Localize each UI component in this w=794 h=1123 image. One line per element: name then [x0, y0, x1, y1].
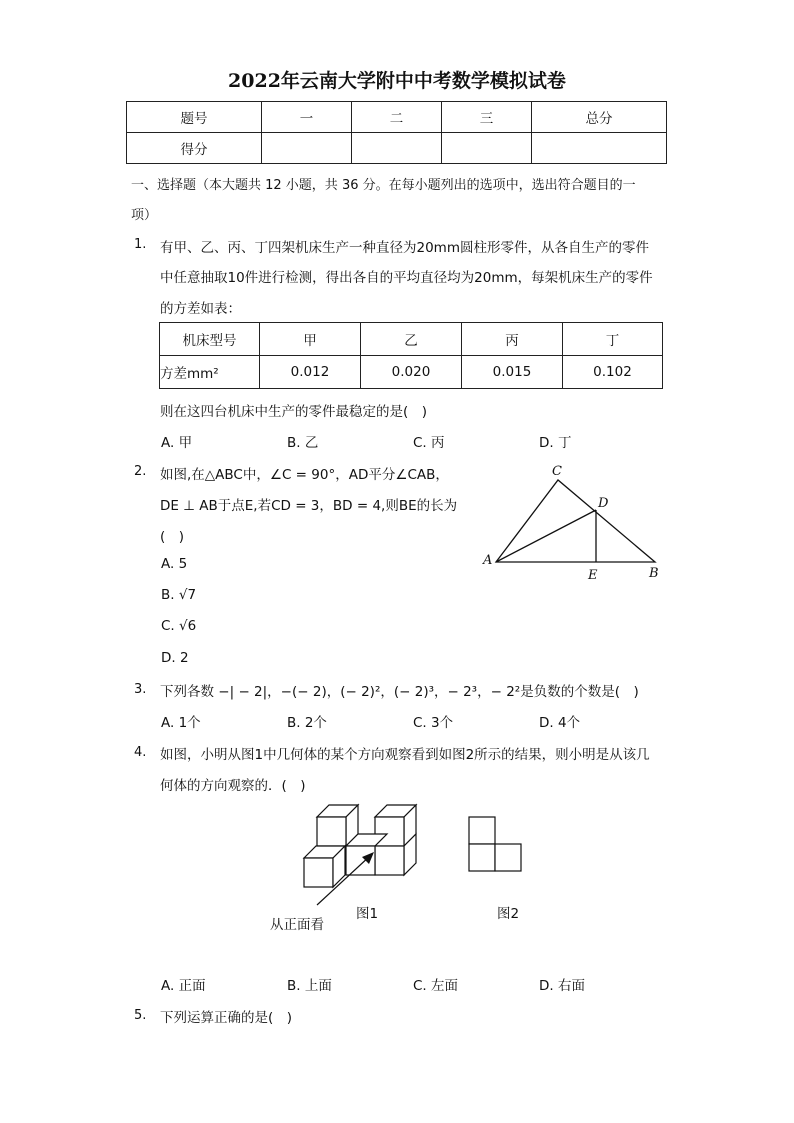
variance-header-cell: 丙 — [462, 323, 563, 356]
variance-cell: 0.020 — [361, 356, 462, 389]
score-cell[interactable] — [442, 133, 532, 164]
square-bottom-left — [469, 844, 495, 871]
option-d[interactable]: D. 2 — [161, 650, 189, 666]
option-c[interactable]: C. 丙 — [413, 435, 445, 451]
option-d[interactable]: D. 丁 — [539, 435, 572, 451]
variance-header-cell: 乙 — [361, 323, 462, 356]
score-cell[interactable] — [532, 133, 667, 164]
option-c[interactable]: C. 3个 — [413, 715, 454, 731]
vertex-label-e: E — [588, 568, 598, 583]
option-a[interactable]: A. 1个 — [161, 715, 201, 731]
question-text: 下列各数 −| − 2|，−(− 2)，(− 2)²，(− 2)³，− 2³，− 2²是负数的个数是( ) — [160, 684, 639, 700]
option-b[interactable]: B. 上面 — [287, 978, 332, 994]
vertex-label-a: A — [483, 553, 493, 568]
variance-header-cell: 机床型号 — [160, 323, 260, 356]
variance-value-row — [160, 356, 663, 389]
section-heading: 一、选择题（本大题共 12 小题，共 36 分。在每小题列出的选项中，选出符合题目的一 — [131, 178, 636, 193]
score-header-row — [127, 102, 667, 133]
cube-face — [375, 846, 404, 875]
score-header-cell: 二 — [352, 102, 442, 133]
variance-header-cell: 丁 — [563, 323, 663, 356]
question-text: DE ⊥ AB于点E,若CD = 3，BD = 4,则BE的长为 — [160, 498, 458, 514]
variance-header-row — [160, 323, 663, 356]
option-d[interactable]: D. 右面 — [539, 978, 585, 994]
variance-cell: 0.012 — [260, 356, 361, 389]
option-a[interactable]: A. 甲 — [161, 435, 193, 451]
score-header-cell: 一 — [262, 102, 352, 133]
question-number: 5. — [134, 1008, 147, 1023]
triangle-figure — [478, 458, 668, 588]
option-b[interactable]: B. √7 — [161, 587, 197, 603]
section-heading-cont: 项） — [131, 208, 158, 223]
score-header-cell: 总分 — [532, 102, 667, 133]
option-b[interactable]: B. 2个 — [287, 715, 327, 731]
question-number: 1. — [134, 237, 147, 252]
question-number: 3. — [134, 682, 147, 697]
question-text: 则在这四台机床中生产的零件最稳定的是( ) — [160, 404, 428, 420]
cube-face — [317, 817, 346, 846]
figure-2-label: 图2 — [497, 906, 520, 922]
bisector-ad — [496, 510, 596, 562]
option-c[interactable]: C. √6 — [161, 618, 197, 634]
vertex-label-c: C — [552, 464, 562, 479]
question-number: 2. — [134, 464, 147, 479]
score-header-cell: 三 — [442, 102, 532, 133]
option-c[interactable]: C. 左面 — [413, 978, 459, 994]
page-title: 2022年云南大学附中中考数学模拟试卷 — [228, 70, 566, 92]
option-d[interactable]: D. 4个 — [539, 715, 581, 731]
square-top — [469, 817, 495, 844]
vertex-label-d: D — [598, 496, 609, 511]
option-a[interactable]: A. 5 — [161, 556, 188, 572]
question-text: 如图，小明从图1中几何体的某个方向观察看到如图2所示的结果，则小明是从该几 — [160, 747, 650, 763]
question-text: 下列运算正确的是( ) — [160, 1010, 293, 1026]
question-number: 4. — [134, 745, 147, 760]
variance-table — [159, 322, 663, 389]
option-b[interactable]: B. 乙 — [287, 435, 319, 451]
variance-cell: 0.015 — [462, 356, 563, 389]
option-a[interactable]: A. 正面 — [161, 978, 206, 994]
score-header-cell: 题号 — [127, 102, 262, 133]
score-cell[interactable] — [352, 133, 442, 164]
question-text: ( ) — [160, 529, 185, 545]
question-text: 如图,在△ABC中，∠C = 90°，AD平分∠CAB， — [160, 467, 449, 483]
score-row-label: 得分 — [127, 133, 262, 164]
question-text: 的方差如表： — [160, 301, 241, 317]
figure-1-label: 图1 — [356, 906, 379, 922]
score-value-row — [127, 133, 667, 164]
square-bottom-right — [495, 844, 521, 871]
view-direction-label: 从正面看 — [270, 917, 324, 933]
question-text: 何体的方向观察的．( ) — [160, 778, 306, 794]
variance-cell: 0.102 — [563, 356, 663, 389]
cube-face — [304, 858, 333, 887]
cube-figure — [262, 800, 542, 940]
vertex-label-b: B — [649, 566, 659, 581]
score-cell[interactable] — [262, 133, 352, 164]
cube-face — [346, 846, 375, 875]
score-table — [126, 101, 667, 164]
variance-header-cell: 甲 — [260, 323, 361, 356]
variance-row-label: 方差mm² — [160, 356, 260, 389]
question-text: 中任意抽取10件进行检测，得出各自的平均直径均为20mm，每架机床生产的零件 — [160, 270, 653, 286]
question-text: 有甲、乙、丙、丁四架机床生产一种直径为20mm圆柱形零件，从各自生产的零件 — [160, 240, 649, 256]
